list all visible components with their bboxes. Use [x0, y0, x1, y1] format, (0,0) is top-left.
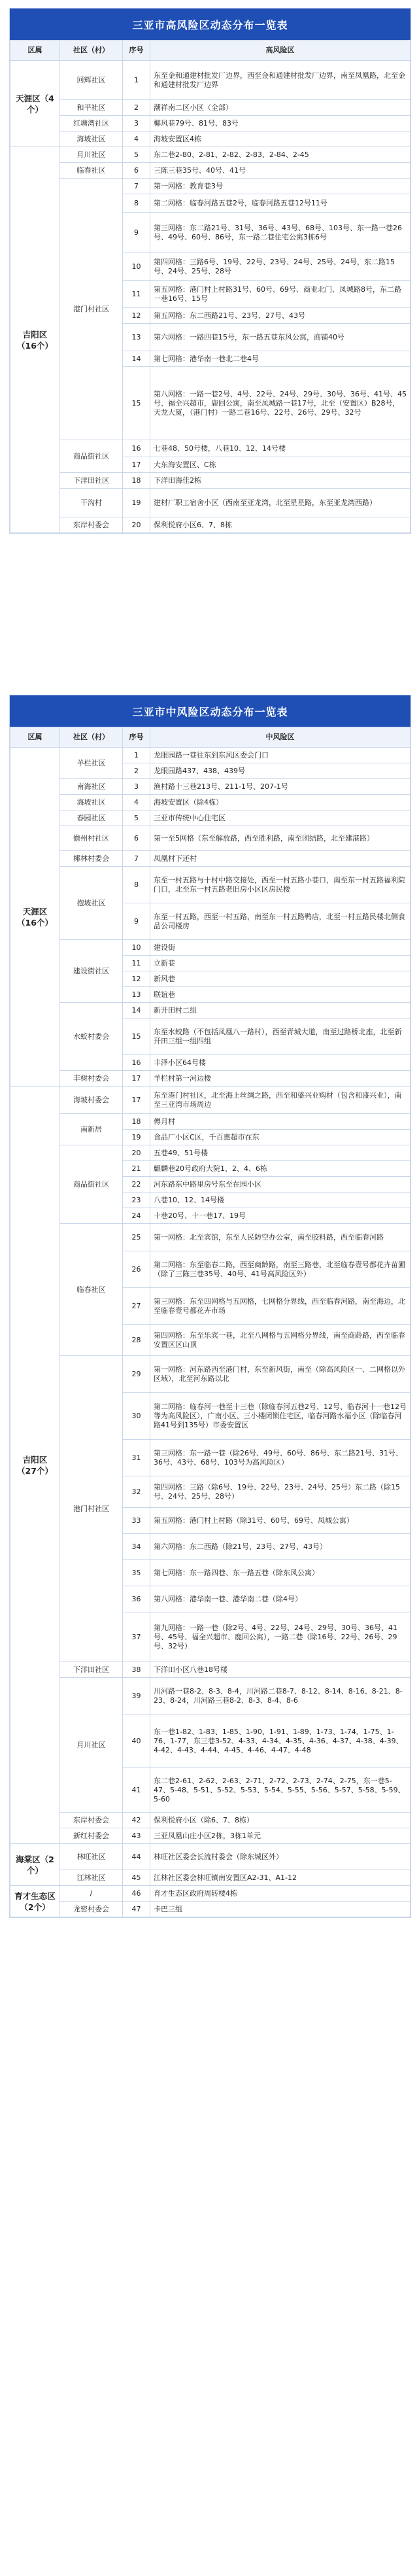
area-cell: 五巷49、51号楼 [150, 1145, 411, 1161]
area-cell: 建材厂职工宿舍小区（西南至亚龙湾，北至星星路，东至亚龙湾西路） [150, 489, 411, 517]
community-cell: / [60, 1886, 123, 1902]
high-risk-title: 三亚市高风险区动态分布一览表 [132, 18, 288, 31]
table-row [10, 1828, 411, 1844]
table-row [10, 1844, 411, 1870]
row-number-cell: 27 [123, 1288, 150, 1325]
table-row [10, 489, 411, 517]
mid-risk-banner [10, 695, 411, 727]
no-header: 序号 [123, 41, 150, 61]
row-number-cell: 18 [123, 1114, 150, 1130]
table-row [10, 179, 411, 194]
row-number-cell: 20 [123, 517, 150, 533]
area-cell: 龙眼园路437、438、439号 [150, 763, 411, 779]
area-cell: 海坡安置区4栋 [150, 131, 411, 147]
row-number-cell: 15 [123, 367, 150, 440]
table-row [10, 1071, 411, 1087]
row-number-cell: 14 [123, 1003, 150, 1018]
header-row [10, 727, 411, 748]
area-cell: 东一巷1-82、1-83、1-85、1-90、1-91、1-89、1-73、1-74、1-75、1-76、1-77，东三巷3-52、4-33、4-34、4-35、4-36、4-37、4-38、4-39、4-42、4-43、4-44、4-45、4-46、4-47、4-48 [150, 1714, 411, 1768]
area-cell: 川河路一巷8-2、8-3、8-4，川河路二巷8-7、8-12、8-14、8-16、8-21、8-23、8-24，川河路三巷8-2、8-3、8-4、8-6 [150, 1678, 411, 1714]
row-number-cell: 7 [123, 179, 150, 194]
community-cell: 港门村社区 [60, 1356, 123, 1662]
high-risk-card [9, 8, 411, 534]
community-header: 社区（村） [60, 41, 123, 61]
high-risk-banner [10, 9, 411, 40]
table-row [10, 1114, 411, 1130]
area-cell: 三亚市传统中心住宅区 [150, 810, 411, 826]
area-cell: 第三网格：东二路21号、31号、36号、43号、68号、103号、东一路一巷26号、49号、60号、86号，东一路二巷住宅公寓3栋6号 [150, 213, 411, 253]
area-cell: 新开田村二组 [150, 1003, 411, 1018]
row-number-cell: 6 [123, 826, 150, 851]
area-cell: 椰风巷79号、81号、83号 [150, 116, 411, 131]
area-cell: 第四网格：三路（除6号、19号、22号、23号、24号、25号）东二路（除15号、24号、25号、28号） [150, 1476, 411, 1508]
table-row [10, 1003, 411, 1018]
area-cell: 三陈三巷35号、40号、41号 [150, 163, 411, 179]
mid-risk-table [10, 727, 411, 1917]
community-cell: 月川社区 [60, 1678, 123, 1813]
area-cell: 第二网格：临春河路五巷2号，临春河路五巷12号11号 [150, 194, 411, 213]
area-header: 高风险区 [150, 41, 411, 61]
area-cell: 东二巷2-61、2-62、2-63、2-71、2-72、2-73、2-74、2-75，东一巷5-47、5-48、5-51、5-52、5-53、5-54、5-55、5-56、5-57、5-58、5-59、5-60 [150, 1768, 411, 1813]
area-cell: 十巷20号、十一巷17、19号 [150, 1208, 411, 1224]
row-number-cell: 37 [123, 1612, 150, 1662]
area-cell: 凤凰村下还村 [150, 851, 411, 867]
community-cell: 儋州村社区 [60, 826, 123, 851]
row-number-cell: 8 [123, 867, 150, 903]
table-row [10, 1870, 411, 1886]
area-cell: 江林社区委会林旺镇南安置区A2-31、A1-12 [150, 1870, 411, 1886]
area-cell: 第三网格：东一路一巷（除26号、49号、60号、86号、东二路21号、31号、36号、43号、68号、103号为高风险区） [150, 1440, 411, 1476]
row-number-cell: 6 [123, 163, 150, 179]
district-cell: 海棠区（2个） [10, 1844, 60, 1886]
row-number-cell: 22 [123, 1177, 150, 1192]
area-cell: 建设街 [150, 940, 411, 956]
table-row [10, 116, 411, 131]
area-cell: 七巷48、50号楼，八巷10、12、14号楼 [150, 440, 411, 457]
row-number-cell: 25 [123, 1224, 150, 1251]
row-number-cell: 44 [123, 1844, 150, 1870]
area-cell: 海坡安置区（除4栋） [150, 795, 411, 810]
table-row [10, 940, 411, 956]
row-number-cell: 19 [123, 1130, 150, 1145]
community-cell: 新红村委会 [60, 1828, 123, 1844]
area-cell: 联谊巷 [150, 987, 411, 1003]
table-row [10, 61, 411, 100]
community-cell: 海坡社区 [60, 131, 123, 147]
row-number-cell: 10 [123, 253, 150, 281]
community-cell: 临春社区 [60, 163, 123, 179]
table-row [10, 131, 411, 147]
row-number-cell: 32 [123, 1476, 150, 1508]
table-row [10, 1678, 411, 1714]
row-number-cell: 41 [123, 1768, 150, 1813]
area-cell: 卡巴三组 [150, 1902, 411, 1917]
row-number-cell: 17 [123, 457, 150, 473]
area-cell: 东至港门村社区，北至海上丝绸之路，西至和盛兴业购材（包含和盛兴业），南至三亚湾市场周边 [150, 1087, 411, 1114]
row-number-cell: 7 [123, 851, 150, 867]
row-number-cell: 12 [123, 308, 150, 324]
community-cell: 和平社区 [60, 100, 123, 116]
community-cell: 红塘湾社区 [60, 116, 123, 131]
table-row [10, 779, 411, 795]
area-cell: 新风巷 [150, 971, 411, 987]
area-cell: 立新巷 [150, 956, 411, 971]
row-number-cell: 40 [123, 1714, 150, 1768]
area-cell: 三亚凤凰山庄小区2栋，3栋1单元 [150, 1828, 411, 1844]
table-row [10, 795, 411, 810]
table-row [10, 517, 411, 533]
community-cell: 回辉社区 [60, 61, 123, 100]
table-row [10, 1813, 411, 1828]
row-number-cell: 17 [123, 1087, 150, 1114]
area-cell: 第五网格：港门村上村路31号、60号、69号、商业北门、凤城路8号，东二路一巷16号、15号 [150, 281, 411, 308]
row-number-cell: 8 [123, 194, 150, 213]
area-cell: 第一网格：河东路西至港门村，东至新风街，南至（除高风险区一、二网格以外区域），北至河东路以北 [150, 1356, 411, 1393]
area-cell: 傅月村 [150, 1114, 411, 1130]
row-number-cell: 9 [123, 903, 150, 940]
row-number-cell: 20 [123, 1145, 150, 1161]
area-cell: 第一网格：北至宾馆，东至人民防空办公室，南至胶料路，西至临春河路 [150, 1224, 411, 1251]
area-cell: 第七网格：东一路四巷、东一路五巷（除东风公寓） [150, 1560, 411, 1586]
community-cell: 港门村社区 [60, 179, 123, 440]
area-cell: 羊栏村第一河边楼 [150, 1071, 411, 1087]
row-number-cell: 13 [123, 324, 150, 351]
row-number-cell: 9 [123, 213, 150, 253]
row-number-cell: 45 [123, 1870, 150, 1886]
district-cell: 天涯区（4个） [10, 61, 60, 147]
area-cell: 第二网格：东至临春二路，西至商龄路，南至三路巷，北至临春壹号都花卉苗圃（除了三陈三巷35号、40号、41号高风险区外） [150, 1251, 411, 1288]
area-cell: 丰泽小区64号楼 [150, 1055, 411, 1071]
area-cell: 河东路东中路里房号东至在园小区 [150, 1177, 411, 1192]
table-row [10, 100, 411, 116]
row-number-cell: 19 [123, 489, 150, 517]
high-risk-table [10, 40, 411, 533]
table-row [10, 440, 411, 457]
district-cell: 育才生态区（2个） [10, 1886, 60, 1917]
row-number-cell: 15 [123, 1018, 150, 1055]
community-cell: 建设街社区 [60, 940, 123, 1003]
row-number-cell: 2 [123, 763, 150, 779]
community-cell: 商品街社区 [60, 440, 123, 473]
area-cell: 第六网格：东二西路（除21号、23号、27号、43号） [150, 1534, 411, 1560]
row-number-cell: 21 [123, 1161, 150, 1177]
table-row [10, 810, 411, 826]
community-cell: 水蛟村委会 [60, 1003, 123, 1071]
table-row [10, 826, 411, 851]
community-cell: 春园社区 [60, 810, 123, 826]
area-cell: 第四网格：东至乐宾一巷，北至八网格与五网格分界线，南至商龄路，西至临春安置区区山顶 [150, 1325, 411, 1356]
community-cell: 林旺社区 [60, 1844, 123, 1870]
no-header: 序号 [123, 727, 150, 748]
district-header: 区属 [10, 41, 60, 61]
district-cell: 吉阳区（27个） [10, 1087, 60, 1844]
row-number-cell: 29 [123, 1356, 150, 1393]
row-number-cell: 3 [123, 779, 150, 795]
row-number-cell: 4 [123, 131, 150, 147]
community-cell: 月川社区 [60, 147, 123, 163]
row-number-cell: 12 [123, 971, 150, 987]
area-cell: 东至一村五路，西至一村五路，南至东一村五路鸭店，北至一村五路民楼北侧食品公司楼房 [150, 903, 411, 940]
district-cell: 吉阳区（16个） [10, 147, 60, 533]
community-cell: 商品街社区 [60, 1145, 123, 1224]
community-cell: 海坡村委会 [60, 1087, 123, 1114]
row-number-cell: 38 [123, 1662, 150, 1678]
area-cell: 第七网格：港华南一巷北二巷4号 [150, 351, 411, 367]
area-cell: 保利悦府小区（除6、7、8栋） [150, 1813, 411, 1828]
area-cell: 下洋田小区八巷18号楼 [150, 1662, 411, 1678]
table-row [10, 1356, 411, 1393]
row-number-cell: 16 [123, 1055, 150, 1071]
community-cell: 江林社区 [60, 1870, 123, 1886]
row-number-cell: 1 [123, 748, 150, 763]
area-cell: 第一网格：教育巷3号 [150, 179, 411, 194]
area-cell: 渔村路十三巷213号、211-1号、207-1号 [150, 779, 411, 795]
row-number-cell: 1 [123, 61, 150, 100]
row-number-cell: 28 [123, 1325, 150, 1356]
table-row [10, 748, 411, 763]
community-cell: 海坡社区 [60, 795, 123, 810]
community-cell: 羊栏社区 [60, 748, 123, 779]
table-row [10, 1662, 411, 1678]
row-number-cell: 11 [123, 956, 150, 971]
row-number-cell: 31 [123, 1440, 150, 1476]
area-cell: 第一至5网格（东至解放路，西至胜利路，南至团结路，北至建港路） [150, 826, 411, 851]
area-cell: 八巷10、12、14号楼 [150, 1192, 411, 1208]
table-row [10, 851, 411, 867]
mid-risk-body [10, 748, 411, 1917]
row-number-cell: 36 [123, 1586, 150, 1612]
mid-risk-title: 三亚市中风险区动态分布一览表 [132, 705, 288, 718]
area-cell: 第八网格：港华南一巷、港华南二巷（除4号） [150, 1586, 411, 1612]
row-number-cell: 23 [123, 1192, 150, 1208]
row-number-cell: 34 [123, 1534, 150, 1560]
area-cell: 麒麟巷20号政府大院1、2、4、6栋 [150, 1161, 411, 1177]
community-cell: 抱坡社区 [60, 867, 123, 940]
area-cell: 第五网格：东二西路21号、23号、27号、43号 [150, 308, 411, 324]
area-cell: 第五网格：港门村上村路（除31号、60号、69号、凤城公寓） [150, 1508, 411, 1534]
area-cell: 第四网格：三路6号、19号、22号、23号、24号、25号、24号，东二路15号、24号、25号、28号 [150, 253, 411, 281]
community-cell: 干沟村 [60, 489, 123, 517]
row-number-cell: 24 [123, 1208, 150, 1224]
row-number-cell: 10 [123, 940, 150, 956]
row-number-cell: 18 [123, 473, 150, 489]
area-cell: 东二巷2-80、2-81、2-82、2-83、2-84、2-45 [150, 147, 411, 163]
district-header: 区属 [10, 727, 60, 748]
row-number-cell: 39 [123, 1678, 150, 1714]
row-number-cell: 5 [123, 147, 150, 163]
row-number-cell: 30 [123, 1393, 150, 1440]
area-cell: 潮祥南二区小区（全部） [150, 100, 411, 116]
row-number-cell: 13 [123, 987, 150, 1003]
area-cell: 林旺社区委会长流村委会（除东城区外） [150, 1844, 411, 1870]
table-row [10, 473, 411, 489]
row-number-cell: 17 [123, 1071, 150, 1087]
row-number-cell: 2 [123, 100, 150, 116]
table-row [10, 1886, 411, 1902]
row-number-cell: 26 [123, 1251, 150, 1288]
area-cell: 育才生态区政府周转楼4栋 [150, 1886, 411, 1902]
community-cell: 东岸村委会 [60, 517, 123, 533]
area-cell: 第八网格：一路一巷2号、4号、22号、24号、29号、30号、36号、41号、45号、福全兴超市，鹿回公寓，南至凤城路一巷17号，北至（安置区）B28号，天龙大厦，（港门村）一路二巷16号、22号、26号、29号、32号 [150, 367, 411, 440]
area-cell: 第九网格：一路一巷（除2号、4号、22号、24号、29号、30号、36号、41号、45号、福全兴超市、鹿回公寓），一路二巷（除16号、22号、26号、29号、32号） [150, 1612, 411, 1662]
table-row [10, 147, 411, 163]
area-cell: 下洋田海佳2栋 [150, 473, 411, 489]
district-cell: 天涯区（16个） [10, 748, 60, 1087]
community-cell: 下洋田社区 [60, 1662, 123, 1678]
community-cell: 南海社区 [60, 779, 123, 795]
area-cell: 保利悦府小区6、7、8栋 [150, 517, 411, 533]
row-number-cell: 5 [123, 810, 150, 826]
community-cell: 下洋田社区 [60, 473, 123, 489]
row-number-cell: 3 [123, 116, 150, 131]
community-cell: 临春社区 [60, 1224, 123, 1356]
row-number-cell: 16 [123, 440, 150, 457]
community-cell: 龙密村委会 [60, 1902, 123, 1917]
table-row [10, 1087, 411, 1114]
row-number-cell: 43 [123, 1828, 150, 1844]
community-cell: 南新居 [60, 1114, 123, 1145]
community-cell: 丰树村委会 [60, 1071, 123, 1087]
area-header: 中风险区 [150, 727, 411, 748]
community-header: 社区（村） [60, 727, 123, 748]
area-cell: 东至一村五路与十村中路交接处，西至一村五路小巷口，南至东一村五路福利院门口，北至东一村五路老旧房小区区房民楼 [150, 867, 411, 903]
table-row [10, 867, 411, 903]
table-row [10, 1145, 411, 1161]
row-number-cell: 42 [123, 1813, 150, 1828]
community-cell: 东岸村委会 [60, 1813, 123, 1828]
row-number-cell: 14 [123, 351, 150, 367]
area-cell: 第六网格：一路四巷15号，东一路五巷东风公寓，商铺40号 [150, 324, 411, 351]
community-cell: 椰林村委会 [60, 851, 123, 867]
header-row [10, 41, 411, 61]
row-number-cell: 46 [123, 1886, 150, 1902]
area-cell: 第三网格：东至四网格与五网格，七网格分界线，西至临春河路，南至海边，北至临春壹号都花卉市场 [150, 1288, 411, 1325]
area-cell: 大东海安置区、C栋 [150, 457, 411, 473]
row-number-cell: 33 [123, 1508, 150, 1534]
row-number-cell: 11 [123, 281, 150, 308]
table-row [10, 1224, 411, 1251]
mid-risk-card [9, 695, 411, 1918]
row-number-cell: 4 [123, 795, 150, 810]
table-row [10, 1902, 411, 1917]
row-number-cell: 35 [123, 1560, 150, 1586]
row-number-cell: 47 [123, 1902, 150, 1917]
area-cell: 东至金和通建材批发厂边界，西至金和通建材批发厂边界，南至凤凰路，北至金和通建材批发厂边界 [150, 61, 411, 100]
high-risk-body [10, 61, 411, 533]
area-cell: 东至水蛟路（不包括凤凰八一路村），西至青城大道，南至过路桥北座，北至新开田三组一组四组 [150, 1018, 411, 1055]
area-cell: 食品厂小区C区，千百惠超市在东 [150, 1130, 411, 1145]
area-cell: 第二网格：临春河一巷至十三巷（除临春河五巷2号、12号、临春河十一巷12号等为高风险区），广南小区、三小楼闭锁住宅区，临春河路水福小区（除临春河路41号到135号）市委安置区 [150, 1393, 411, 1440]
table-row [10, 163, 411, 179]
area-cell: 龙眼园路一巷往东到东风区委会门口 [150, 748, 411, 763]
